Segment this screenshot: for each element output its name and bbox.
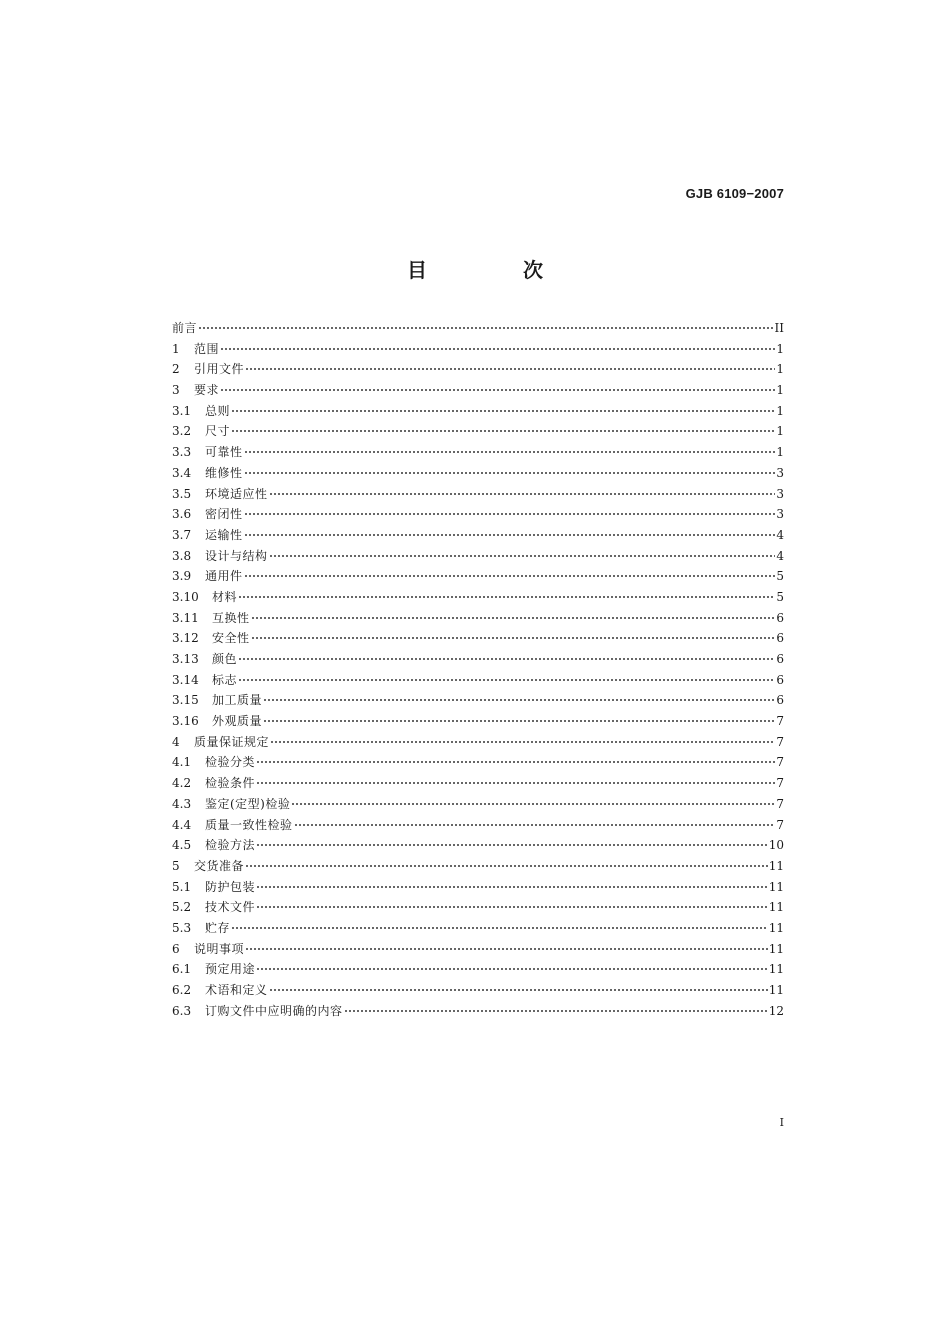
toc-entry-label: 环境适应性 [205,486,268,501]
toc-entry-number: 5.1 [172,879,192,894]
toc-entry-page: 6 [776,672,784,687]
toc-entry-page: 11 [768,900,784,915]
toc-entry[interactable] [172,815,784,836]
toc-entry-page: 3 [776,465,784,480]
toc-entry-number: 3.3 [172,445,192,460]
toc-dot-leader [256,782,775,784]
toc-entry[interactable] [172,752,784,773]
toc-entry-number: 1 [172,341,180,356]
toc-dot-leader [238,658,775,660]
toc-entry-page: 7 [776,714,784,729]
toc-entry-number: 3.15 [172,693,199,708]
toc-entry-page: 5 [776,589,784,604]
table-of-contents [172,318,784,1021]
toc-entry-number: 3.14 [172,672,199,687]
toc-dot-leader [231,410,775,412]
toc-entry-label: 质量保证规定 [194,734,270,749]
toc-dot-leader [244,575,776,577]
toc-dot-leader [269,989,768,991]
toc-entry-label: 要求 [194,383,220,398]
toc-entry-number: 4.1 [172,755,192,770]
toc-entry-label: 技术文件 [205,900,256,915]
toc-dot-leader [270,741,775,743]
toc-entry-label: 引用文件 [194,362,245,377]
toc-entry-label: 可靠性 [205,445,243,460]
toc-entry-number: 6 [172,941,180,956]
toc-entry[interactable] [172,897,784,918]
toc-entry[interactable] [172,959,784,980]
toc-dot-leader [256,886,768,888]
toc-entry-page: 4 [776,527,784,542]
toc-entry-number: 4.5 [172,838,192,853]
toc-entry[interactable] [172,939,784,960]
toc-entry[interactable] [172,732,784,753]
toc-entry[interactable] [172,608,784,629]
toc-entry-page: 4 [776,548,784,563]
toc-entry[interactable] [172,670,784,691]
toc-entry-number: 3.4 [172,465,192,480]
toc-entry-page: II [774,321,784,335]
toc-entry[interactable] [172,421,784,442]
toc-dot-leader [251,637,776,639]
toc-entry-page: 3 [776,507,784,522]
toc-entry-page: 11 [768,920,784,935]
toc-entry-label: 外观质量 [212,714,263,729]
toc-entry[interactable] [172,711,784,732]
toc-entry-number: 3.16 [172,714,199,729]
toc-entry-number: 4.3 [172,796,192,811]
toc-entry[interactable] [172,484,784,505]
toc-entry-number: 3.9 [172,569,192,584]
toc-dot-leader [263,720,775,722]
toc-entry[interactable] [172,587,784,608]
toc-entry-label: 颜色 [212,652,238,666]
toc-entry[interactable] [172,318,784,339]
toc-dot-leader [244,472,776,474]
toc-entry-number: 5 [172,858,180,873]
toc-entry-number: 4.2 [172,776,192,791]
toc-dot-leader [269,493,776,495]
toc-entry-number: 3.7 [172,527,192,542]
toc-entry-label: 安全性 [212,631,250,646]
toc-entry-page: 6 [776,693,784,708]
toc-entry-page: 1 [776,403,784,418]
toc-entry-number: 3.8 [172,548,192,563]
toc-entry-number: 3.2 [172,424,192,439]
toc-entry-number: 3.1 [172,403,192,418]
toc-entry-page: 6 [776,631,784,646]
toc-entry[interactable] [172,918,784,939]
toc-entry-page: 7 [776,796,784,811]
toc-entry-page: 7 [776,734,784,749]
toc-entry[interactable] [172,649,784,670]
toc-entry[interactable] [172,773,784,794]
toc-entry-number: 3.10 [172,589,199,604]
toc-entry[interactable] [172,359,784,380]
toc-dot-leader [231,430,775,432]
toc-entry-page: 12 [768,1003,784,1018]
toc-entry[interactable] [172,980,784,1001]
toc-entry-label: 设计与结构 [205,548,268,563]
toc-entry-label: 订购文件中应明确的内容 [205,1003,343,1018]
toc-dot-leader [238,679,775,681]
toc-entry[interactable] [172,546,784,567]
toc-entry-page: 3 [776,486,784,501]
toc-entry-page: 7 [776,817,784,832]
toc-entry-number: 3 [172,383,180,398]
toc-entry-label: 加工质量 [212,693,263,708]
toc-entry-label: 防护包装 [205,879,256,894]
toc-entry-page: 5 [776,569,784,584]
toc-dot-leader [220,389,775,391]
toc-dot-leader [251,617,776,619]
toc-entry-label: 材料 [212,589,238,604]
toc-entry-page: 1 [776,341,784,356]
toc-entry-label: 尺寸 [205,424,231,439]
page-number: I [779,1116,784,1129]
toc-entry-number: 4 [172,734,180,749]
toc-entry[interactable] [172,339,784,360]
toc-entry[interactable] [172,504,784,525]
toc-entry[interactable] [172,877,784,898]
toc-entry[interactable] [172,690,784,711]
toc-entry-label: 质量一致性检验 [205,817,293,832]
toc-entry-page: 10 [768,838,784,853]
toc-entry[interactable] [172,1001,784,1022]
toc-entry-label: 术语和定义 [205,983,268,997]
toc-entry-page: 1 [776,362,784,377]
toc-entry-label: 检验分类 [205,755,256,770]
toc-entry-number: 6.3 [172,1003,192,1018]
toc-entry-label: 鉴定(定型)检验 [205,796,291,811]
toc-entry[interactable] [172,463,784,484]
toc-entry-page: 1 [776,424,784,439]
toc-dot-leader [256,968,768,970]
toc-entry-label: 通用件 [205,569,243,584]
toc-entry-label: 互换性 [212,610,250,625]
toc-entry-page: 11 [768,858,784,873]
toc-entry[interactable] [172,856,784,877]
toc-entry-label: 标志 [212,672,238,687]
toc-entry[interactable] [172,401,784,422]
toc-entry-label: 交货准备 [194,858,245,873]
toc-dot-leader [198,327,774,329]
toc-entry-page: 1 [776,383,784,398]
toc-entry-page: 6 [776,610,784,625]
toc-entry-number: 3.13 [172,652,199,666]
toc-entry-page: 1 [776,445,784,460]
toc-entry-label: 运输性 [205,527,243,542]
toc-entry-number: 4.4 [172,817,192,832]
toc-entry-number: 6.1 [172,962,192,977]
toc-dot-leader [244,534,776,536]
toc-entry-number: 2 [172,362,180,377]
toc-entry-page: 11 [768,983,784,997]
toc-entry-page: 6 [776,652,784,666]
toc-title: 目 次 [407,258,581,282]
toc-dot-leader [245,865,768,867]
toc-entry[interactable] [172,835,784,856]
toc-dot-leader [344,1010,768,1012]
toc-dot-leader [231,927,768,929]
toc-dot-leader [263,699,775,701]
toc-entry-number: 3.5 [172,486,192,501]
toc-entry-label: 密闭性 [205,507,243,522]
toc-dot-leader [256,761,775,763]
toc-entry-label: 说明事项 [194,941,245,956]
toc-entry-number: 5.2 [172,900,192,915]
toc-dot-leader [238,596,775,598]
toc-entry-number: 3.11 [172,610,199,625]
toc-entry-page: 7 [776,776,784,791]
toc-entry[interactable] [172,525,784,546]
toc-entry-page: 11 [768,962,784,977]
toc-dot-leader [256,906,768,908]
toc-entry[interactable] [172,380,784,401]
toc-entry-page: 11 [768,941,784,956]
toc-entry-label: 贮存 [205,920,231,935]
toc-entry[interactable] [172,442,784,463]
toc-dot-leader [291,803,775,805]
toc-entry-number: 3.6 [172,507,192,522]
toc-entry-label: 总则 [205,403,231,418]
toc-dot-leader [256,844,768,846]
toc-entry-number: 6.2 [172,983,192,997]
toc-entry-label: 检验方法 [205,838,256,853]
toc-dot-leader [245,948,768,950]
toc-entry-label: 预定用途 [205,962,256,977]
toc-entry-number: 3.12 [172,631,199,646]
toc-dot-leader [220,348,775,350]
toc-entry-page: 7 [776,755,784,770]
toc-entry-page: 11 [768,879,784,894]
toc-dot-leader [245,368,775,370]
toc-entry-label: 维修性 [205,465,243,480]
toc-entry[interactable] [172,628,784,649]
toc-entry[interactable] [172,566,784,587]
toc-entry-label: 范围 [194,341,220,356]
toc-dot-leader [269,555,776,557]
toc-entry-label: 前言 [172,321,198,335]
document-code: GJB 6109−2007 [685,186,784,201]
toc-dot-leader [244,451,776,453]
toc-entry-number: 5.3 [172,920,192,935]
toc-dot-leader [294,824,776,826]
toc-entry-label: 检验条件 [205,776,256,791]
toc-entry[interactable] [172,794,784,815]
toc-dot-leader [244,513,776,515]
